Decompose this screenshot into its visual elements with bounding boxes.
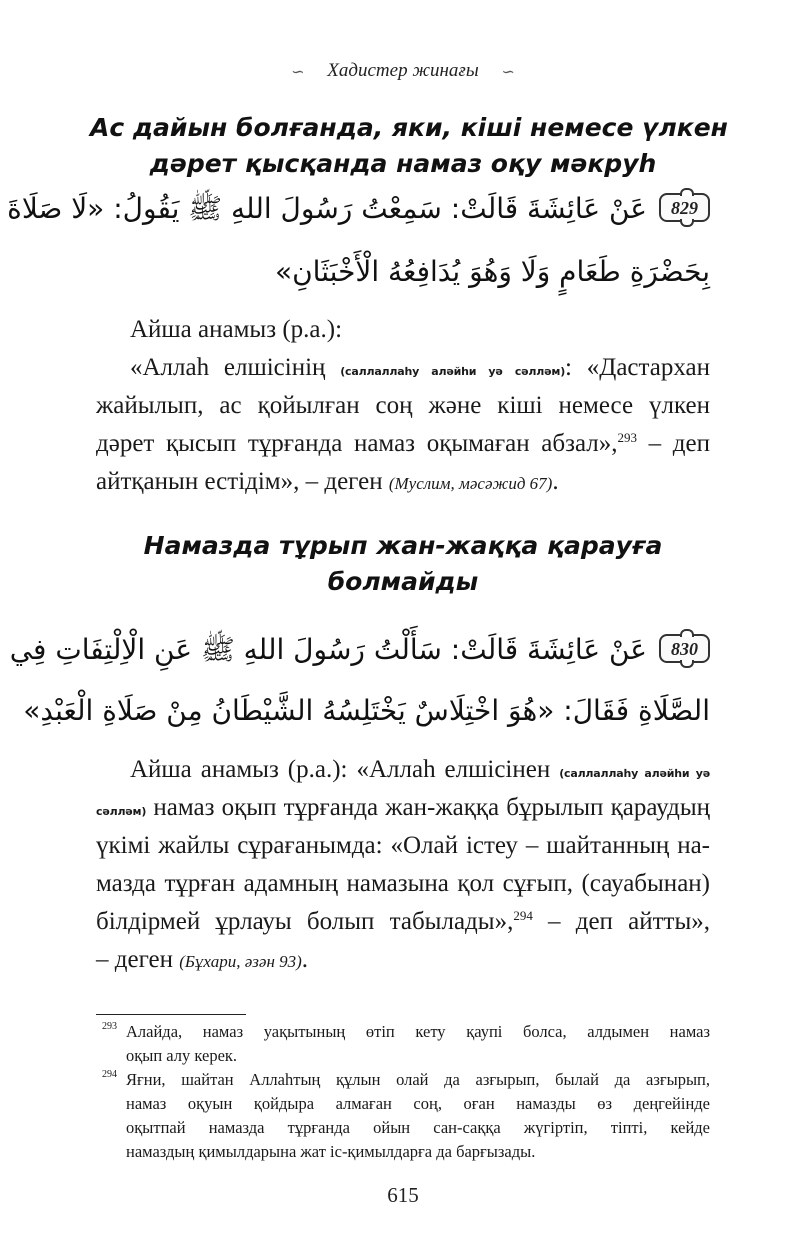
footnote-line: намаз оқуын қойдыра алмаған соң, оған намазды өз деңгейінде [126,1094,710,1113]
hadith-number-badge-830: 830 [659,634,710,663]
footnote-line: оқып алу керек. [126,1046,238,1065]
section1-line-4 [96,425,710,463]
page-number: 615 [387,1183,419,1207]
running-head-title: Хадистер жинағы [327,60,479,81]
text-run: . [552,468,559,495]
footnote-number: 293 [102,1021,117,1032]
footnote-number: 294 [102,1069,117,1080]
text-run: – деп айтты», [532,908,710,935]
section1-line-2 [96,349,710,387]
ornament-left-icon: ∽ [291,63,305,81]
text-run: дəрет қысып тұрғанда намаз оқымаған абзал», [96,430,618,457]
salawat-note: сəллəм) [96,805,147,818]
footnote-294 [96,1068,710,1164]
section1-line-3: жайылып, ас қойылған соң жəне кіші немесе үлкен [96,392,710,419]
section2-translation [96,751,710,979]
text-run: білдірмей ұрлауы болып табылады», [96,908,514,935]
footnote-divider [96,1014,246,1015]
section1-arabic-line-1 [7,192,710,225]
section2-arabic-line-1 [9,633,710,666]
section2-line-2 [96,789,710,827]
section1-translation [96,311,710,501]
source-citation: (Бұхари, əзəн 93) [179,952,302,971]
text-run: – деп [637,430,710,457]
text-run: Айша анамыз (р.а.): «Аллаһ елшісінен [130,756,560,783]
text-run: намаз оқып тұрғанда жан-жаққа бұрылып қараудың [146,794,710,821]
section2-line-1 [96,751,710,789]
section1-heading-line-2: дəрет қысқанда намаз оқу мəкруһ [149,149,657,178]
salawat-note: (саллаллаһу алəйһи уə сəллəм) [340,365,566,378]
footnote-line: оқытпай намазда тұрғанда ойын сан-саққа жүгіртіп, тіпті, кейде [126,1118,710,1137]
section1-heading-line-1: Ас дайын болғанда, яки, кіші немесе үлкен [90,113,728,142]
section2-line-5 [96,903,710,941]
section2-line-6 [96,941,710,979]
section2-heading-line-1: Намазда тұрып жан-жаққа қарауға [143,531,663,560]
section2-arabic-text-1: عَنْ عَائِشَةَ قَالَتْ: سَأَلْتُ رَسُولَ اللهِ ﷺ عَنِ الْاِلْتِفَاتِ فِي [9,633,647,666]
footnote-line: Алайда, намаз уақытының өтіп кету қаупі болса, алдымен намаз [126,1022,710,1041]
section1-arabic-line-2: بِحَضْرَةِ طَعَامٍ وَلَا وَهُوَ يُدَافِعُهُ الْأَخْبَثَانِ» [274,255,710,288]
section1-heading [90,110,728,182]
hadith-number-badge-829: 829 [659,193,710,222]
section2-line-4: мазда тұрған адамның намазына қол сұғып, (сауабынан) [96,870,710,897]
section2-heading [90,528,716,600]
text-run: : «Дастархан [565,354,710,381]
footnotes [96,1020,710,1164]
footnote-line: Яғни, шайтан Аллаһтың құлын олай да азғырып, былай да азғырып, [126,1070,710,1089]
footnote-ref-294: 294 [513,907,533,923]
section1-arabic-text-1: عَنْ عَائِشَةَ قَالَتْ: سَمِعْتُ رَسُولَ اللهِ ﷺ يَقُولُ: «لَا صَلَاةَ [7,192,647,225]
section2-heading-line-2: болмайды [327,567,479,596]
footnote-line: намаздың қимылдарына жат іс-қимылдарға да барғызады. [126,1142,536,1161]
text-run: – деген [96,946,180,973]
text-run: айтқанын естідім», – деген [96,468,389,495]
ornament-right-icon: ∽ [501,63,515,81]
salawat-note: (саллаллаһу алəйһи уə [559,767,710,780]
section1-line-5 [96,463,710,501]
text-run: «Аллаһ елшісінің [130,354,341,381]
footnote-ref-293: 293 [617,429,637,445]
running-head [0,60,806,82]
text-run: . [301,946,309,973]
source-citation: (Муслим, мəсəжид 67) [388,474,553,493]
section2-line-3: үкімі жайлы сұрағанымда: «Олай істеу – шайтанның на- [96,832,710,859]
section1-narrator: Айша анамыз (р.а.): [130,316,343,343]
footnote-293 [96,1020,710,1068]
section2-arabic-line-2: الصَّلَاةِ فَقَالَ: «هُوَ اخْتِلَاسٌ يَخْتَلِسُهُ الشَّيْطَانُ مِنْ صَلَاةِ الْعَبْدِ» [23,694,710,727]
